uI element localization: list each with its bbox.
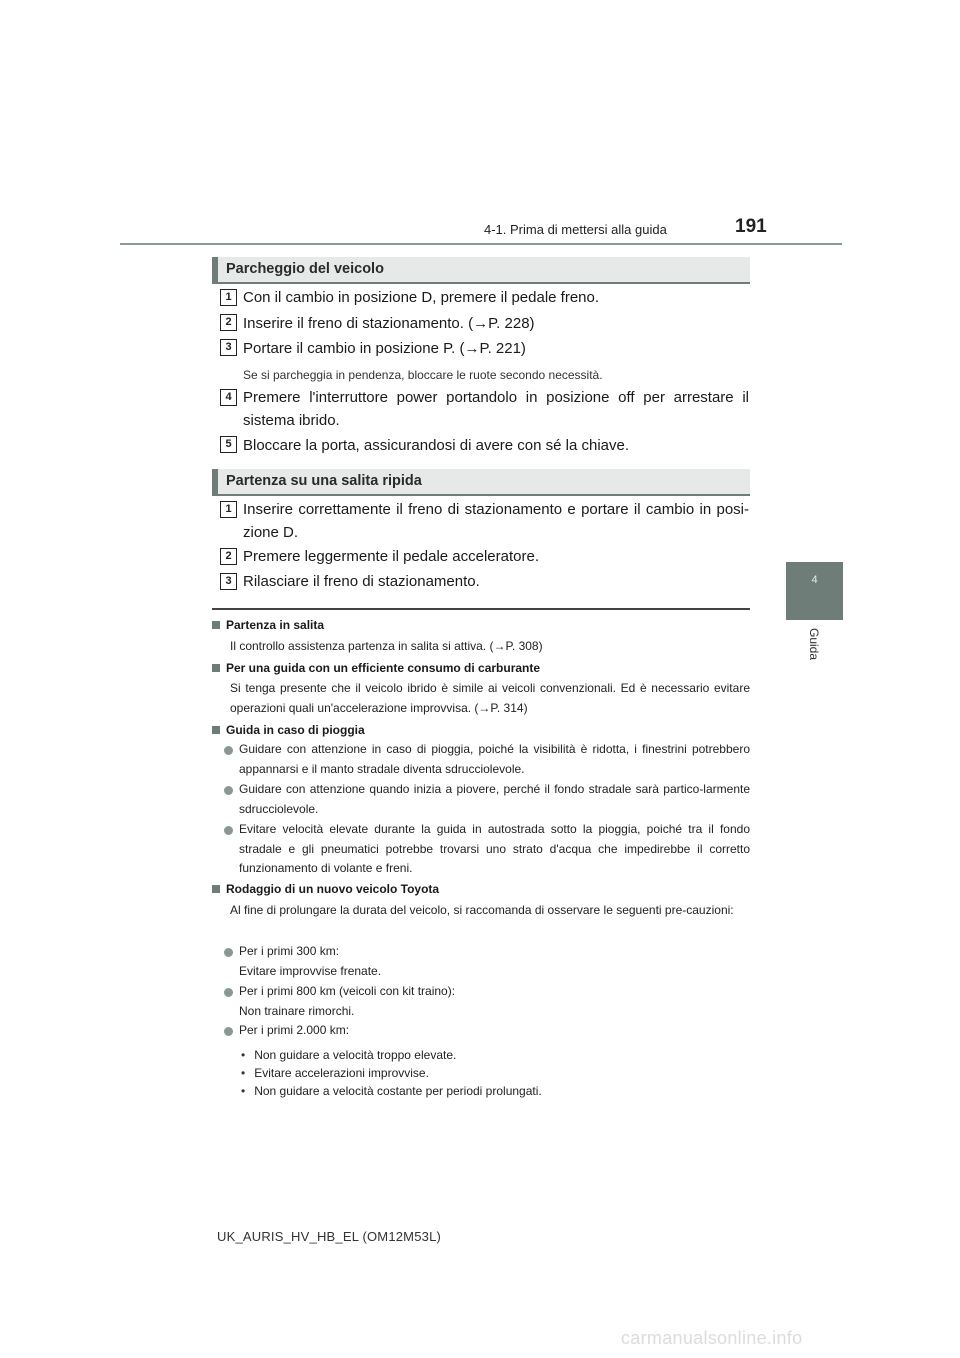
sub-list-item: • Non guidare a velocità costante per periodi prolungati. (241, 1082, 741, 1100)
list-item (224, 942, 750, 981)
step-number-badge: 2 (220, 314, 237, 331)
note-body: Al fine di prolungare la durata del veicolo, si raccomanda di osservare le seguenti pre-cauzioni: (230, 903, 734, 917)
bullet-text: Per i primi 800 km (veicoli con kit traino): (239, 984, 456, 998)
note-heading (212, 723, 365, 737)
list-item (224, 1021, 750, 1041)
step-text: Premere l'interruttore power portandolo in posizione off per arrestare il sistema ibrido. (243, 389, 749, 429)
bullet-text: Guidare con attenzione in caso di pioggia, poiché la visibilità è ridotta, i finestrini potrebbero appannarsi e il manto stradale diventa sdrucciolevole. (239, 742, 750, 776)
bullet-text: Per i primi 300 km: (239, 944, 340, 958)
note-heading (212, 661, 540, 675)
header-rule (120, 243, 842, 245)
list-item (224, 820, 750, 879)
round-bullet-icon (224, 786, 233, 795)
square-bullet-icon (212, 621, 220, 629)
step-text: Bloccare la porta, assicurandosi di avere con sé la chiave. (243, 437, 630, 454)
step-number-badge: 4 (220, 389, 237, 406)
step-text: Rilasciare il freno di stazionamento. (243, 573, 480, 590)
sub-list-item: • Non guidare a velocità troppo elevate. (241, 1046, 741, 1064)
step-number-badge: 5 (220, 436, 237, 453)
note-title: Partenza in salita (226, 618, 325, 632)
chapter-tab (786, 562, 843, 620)
bullet-text: Non trainare rimorchi. (239, 1003, 355, 1018)
step-text: Inserire il freno di stazionamento. (→P. 228) (243, 315, 535, 332)
bullet-text: Guidare con attenzione quando inizia a piovere, perché il fondo stradale sarà partico-larmente sdrucciolevole. (239, 782, 750, 816)
document-code: UK_AURIS_HV_HB_EL (OM12M53L) (217, 1229, 442, 1244)
chapter-label-text: Guida (807, 627, 822, 661)
list-item (224, 982, 750, 1021)
step-number-badge: 1 (220, 289, 237, 306)
bullet-text: Evitare velocità elevate durante la guida in autostrada sotto la pioggia, poiché tra il fondo stradale e gli pneumatici potrebbe trovarsi uno strato d'acqua che impedirebbe il corretto funzionamento di volante e freni. (239, 822, 750, 875)
note-title: Guida in caso di pioggia (226, 723, 365, 737)
step-number-badge: 1 (220, 501, 237, 518)
list-item (224, 740, 750, 779)
chapter-number: 4 (811, 574, 818, 586)
step-text: Premere leggermente il pedale acceleratore. (243, 548, 539, 565)
watermark: carmanualsonline.info (621, 1328, 803, 1348)
chapter-label (786, 627, 843, 661)
section-title: Partenza su una salita ripida (226, 473, 422, 489)
step-text: Inserire correttamente il freno di stazionamento e portare il cambio in posi-zione D. (243, 501, 749, 541)
note-body: Si tenga presente che il veicolo ibrido è simile ai veicoli convenzionali. Ed è necessario evitare operazioni quali un'accelerazione improvvisa. (→P. 314) (230, 681, 750, 715)
note-heading (212, 618, 324, 632)
section-heading-hill-start (212, 469, 750, 496)
page-number: 191 (735, 216, 767, 237)
step-number-badge: 3 (220, 573, 237, 590)
bullet-text: Evitare improvvise frenate. (239, 963, 382, 978)
square-bullet-icon (212, 664, 220, 672)
note-title: Per una guida con un efficiente consumo di carburante (226, 661, 541, 675)
section-title: Parcheggio del veicolo (226, 261, 384, 277)
list-item (224, 780, 750, 819)
running-header: 4-1. Prima di mettersi alla guida (484, 222, 667, 237)
round-bullet-icon (224, 746, 233, 755)
note-body: Il controllo assistenza partenza in salita si attiva. (→P. 308) (230, 639, 543, 653)
step-text: Portare il cambio in posizione P. (→P. 221) (243, 340, 526, 357)
step-note: Se si parcheggia in pendenza, bloccare le ruote secondo necessità. (243, 368, 603, 382)
sub-list-item: • Evitare accelerazioni improvvise. (241, 1064, 741, 1082)
round-bullet-icon (224, 826, 233, 835)
step-number-badge: 2 (220, 548, 237, 565)
section-heading-parking (212, 257, 750, 284)
sub-list (241, 1046, 741, 1100)
round-bullet-icon (224, 948, 233, 957)
bullet-text: Per i primi 2.000 km: (239, 1023, 350, 1037)
round-bullet-icon (224, 1027, 233, 1036)
note-heading (212, 882, 439, 896)
round-bullet-icon (224, 988, 233, 997)
note-title: Rodaggio di un nuovo veicolo Toyota (226, 882, 440, 896)
square-bullet-icon (212, 885, 220, 893)
notes-divider (212, 608, 750, 610)
step-number-badge: 3 (220, 339, 237, 356)
step-text: Con il cambio in posizione D, premere il pedale freno. (243, 289, 600, 306)
square-bullet-icon (212, 726, 220, 734)
